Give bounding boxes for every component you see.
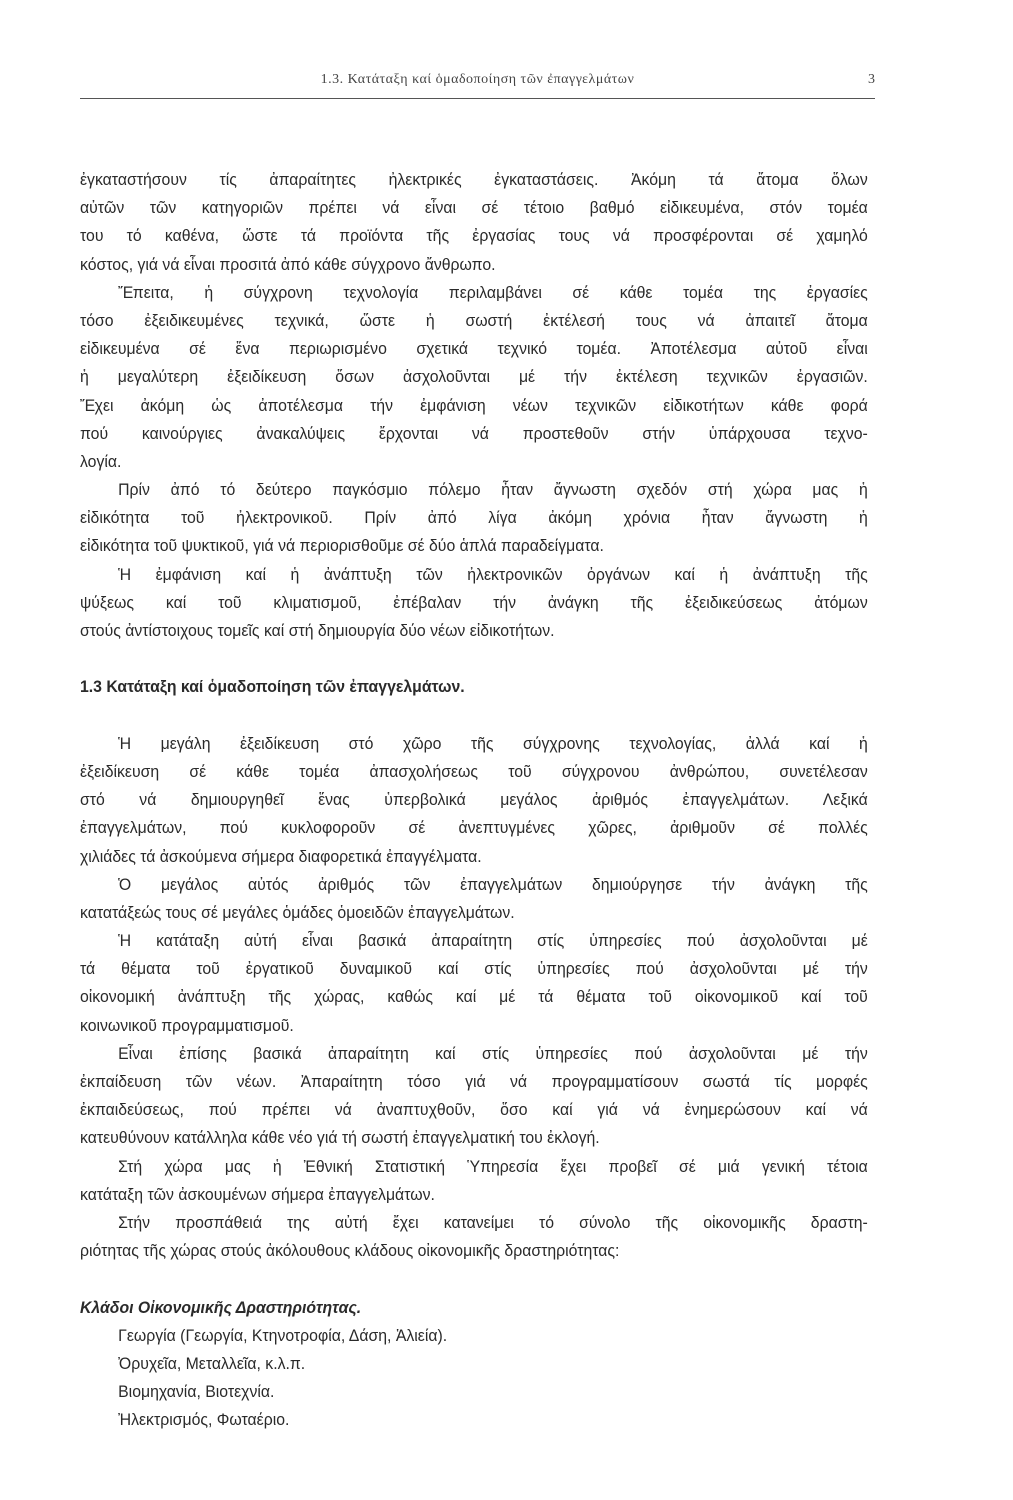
paragraphs-before <box>80 166 868 645</box>
text-line: ἐγκαταστήσουν τίς ἀπαραίτητες ἠλεκτρικές ἐγκαταστάσεις. Ἀκόμη τά ἄτομα ὅλων <box>80 170 868 189</box>
section-heading: 1.3 Κατάταξη καί ὁμαδοποίηση τῶν ἐπαγγελμάτων. <box>80 677 465 697</box>
text-line: στούς ἀντίστοιχους τομεῖς καί στή δημιουργία δύο νέων εἰδικοτήτων. <box>80 621 555 640</box>
running-header <box>80 68 875 96</box>
text-line: του τό καθένα, ὥστε τά προϊόντα τῆς ἐργασίας τους νά προσφέρονται σέ χαμηλό <box>80 226 868 246</box>
text-line: Εἶναι ἐπίσης βασικά ἀπαραίτητη καί στίς ὑπηρεσίες πού ἀσχολοῦνται μέ τήν <box>118 1043 868 1063</box>
paragraph <box>80 730 868 871</box>
text-line: αὐτῶν τῶν κατηγοριῶν πρέπει νά εἶναι σέ τέτοιο βαθμό εἰδικευμένα, στόν τομέα <box>80 198 868 218</box>
branch-item: Ὀρυχεῖα, Μεταλλεῖα, κ.λ.π. <box>118 1353 306 1373</box>
text-line: τά θέματα τοῦ ἐργατικοῦ δυναμικοῦ καί στίς ὑπηρεσίες πού ἀσχολοῦνται μέ τήν <box>80 959 868 979</box>
branch-item: Ἠλεκτρισμός, Φωταέριο. <box>118 1410 290 1430</box>
paragraph <box>80 871 868 927</box>
header-rule <box>80 98 875 99</box>
paragraph <box>80 279 868 476</box>
text-line: πού καινούργιες ἀνακαλύψεις ἔρχονται νά προστεθοῦν στήν ὑπάρχουσα τεχνο- <box>80 423 868 443</box>
text-line: Ἔχει ἀκόμη ὡς ἀποτέλεσμα τήν ἐμφάνιση νέων τεχνικῶν εἰδικοτήτων κάθε φορά <box>80 395 868 415</box>
text-line: Ἡ ἐμφάνιση καί ἡ ἀνάπτυξη τῶν ἠλεκτρονικῶν ὀργάνων καί ἡ ἀνάπτυξη τῆς <box>118 564 868 584</box>
paragraph <box>80 1040 868 1153</box>
text-line: τόσο ἐξειδικευμένες τεχνικά, ὥστε ἡ σωστή ἐκτέλεσή τους νά ἀπαιτεῖ ἄτομα <box>80 310 868 330</box>
paragraph <box>80 476 868 561</box>
paragraphs-after <box>80 730 868 1266</box>
text-line: κοινωνικοῦ προγραμματισμοῦ. <box>80 1015 294 1035</box>
spacer <box>80 702 868 730</box>
text-line: κατάταξη τῶν ἀσκουμένων σήμερα ἐπαγγελμάτων. <box>80 1184 435 1204</box>
text-line: Πρίν ἀπό τό δεύτερο παγκόσμιο πόλεμο ἦταν ἄγνωστη σχεδόν στή χώρα μας ἡ <box>118 480 868 500</box>
branches-list <box>80 1322 868 1435</box>
paragraph <box>80 1209 868 1265</box>
text-line: ἐξειδίκευση σέ κάθε τομέα ἀπασχολήσεως τοῦ σύγχρονου ἀνθρώπου, συνετέλεσαν <box>80 761 868 781</box>
text-line: οἰκονομική ἀνάπτυξη τῆς χώρας, καθώς καί μέ τά θέματα τοῦ οἰκονομικοῦ καί τοῦ <box>80 987 868 1007</box>
text-line: εἰδικευμένα σέ ἕνα περιωρισμένο σχετικά τεχνικό τομέα. Ἀποτέλεσμα αὐτοῦ εἶναι <box>80 339 868 359</box>
branch-item: Βιομηχανία, Βιοτεχνία. <box>118 1382 275 1402</box>
text-line: ἐκπαιδεύσεως, πού πρέπει νά ἀναπτυχθοῦν, ὅσο καί γιά νά ἐνημερώσουν καί νά <box>80 1100 868 1120</box>
text-line: εἰδικότητα τοῦ ψυκτικοῦ, γιά νά περιορισθοῦμε σέ δύο ἁπλά παραδείγματα. <box>80 536 604 556</box>
branches-title: Κλάδοι Οἰκονομικῆς Δραστηριότητας. <box>80 1297 362 1317</box>
text-line: κόστος, γιά νά εἶναι προσιτά ἀπό κάθε σύγχρονο ἄνθρωπο. <box>80 254 496 274</box>
running-header-title: 1.3. Κατάταξη καί ὁμαδοποίηση τῶν ἐπαγγελμάτων <box>320 72 635 87</box>
text-line: Ἡ μεγάλη ἐξειδίκευση στό χῶρο τῆς σύγχρονης τεχνολογίας, ἀλλά καί ἡ <box>118 733 868 753</box>
text-line: ψύξεως καί τοῦ κλιματισμοῦ, ἐπέβαλαν τήν ἀνάγκη τῆς ἐξειδικεύσεως ἀτόμων <box>80 592 868 612</box>
text-line: χιλιάδες τά ἀσκούμενα σήμερα διαφορετικά ἐπαγγέλματα. <box>80 846 482 866</box>
spacer <box>80 645 868 673</box>
spacer <box>80 1265 868 1293</box>
text-line: εἰδικότητα τοῦ ἠλεκτρονικοῦ. Πρίν ἀπό λίγα ἀκόμη χρόνια ἦταν ἄγνωστη ἡ <box>80 508 868 528</box>
text-line: στό νά δημιουργηθεῖ ἕνας ὑπερβολικά μεγάλος ἀριθμός ἐπαγγελμάτων. Λεξικά <box>80 790 868 810</box>
branch-item: Γεωργία (Γεωργία, Κτηνοτροφία, Δάση, Ἁλιεία). <box>118 1325 448 1345</box>
text-line: ἐκπαίδευση τῶν νέων. Ἀπαραίτητη τόσο γιά νά προγραμματίσουν σωστά τίς μορφές <box>80 1072 868 1091</box>
page-number: 3 <box>868 72 875 87</box>
text-line: Ἔπειτα, ἡ σύγχρονη τεχνολογία περιλαμβάνει σέ κάθε τομέα της ἐργασίες <box>118 282 868 302</box>
text-line: Ὁ μεγάλος αὐτός ἀριθμός τῶν ἐπαγγελμάτων δημιούργησε τήν ἀνάγκη τῆς <box>118 874 868 894</box>
paragraph <box>80 1153 868 1209</box>
text-line: κατατάξεώς τους σέ μεγάλες ὁμάδες ὁμοειδῶν ἐπαγγελμάτων. <box>80 902 515 922</box>
text-line: ριότητας τῆς χώρας στούς ἀκόλουθους κλάδους οἰκονομικῆς δραστηριότητας: <box>80 1241 620 1261</box>
text-line: λογία. <box>80 451 122 471</box>
text-line: ἡ μεγαλύτερη ἐξειδίκευση ὅσων ἀσχολοῦνται μέ τήν ἐκτέλεση τεχνικῶν ἐργασιῶν. <box>80 367 868 387</box>
page-body <box>80 166 868 1434</box>
text-line: ἐπαγγελμάτων, πού κυκλοφοροῦν σέ ἀνεπτυγμένες χῶρες, ἀριθμοῦν σέ πολλές <box>80 818 868 838</box>
text-line: Στή χώρα μας ἡ Ἐθνική Στατιστική Ὑπηρεσία ἔχει προβεῖ σέ μιά γενική τέτοια <box>118 1156 868 1176</box>
text-line: Ἡ κατάταξη αὐτή εἶναι βασικά ἀπαραίτητη στίς ὑπηρεσίες πού ἀσχολοῦνται μέ <box>118 931 868 951</box>
paragraph <box>80 927 868 1040</box>
paragraph <box>80 561 868 646</box>
text-line: Στήν προσπάθειά της αὐτή ἔχει κατανείμει τό σύνολο τῆς οἰκονομικῆς δραστη- <box>118 1212 868 1232</box>
text-line: κατευθύνουν κατάλληλα κάθε νέο γιά τή σωστή ἐπαγγελματική του ἐκλογή. <box>80 1128 600 1148</box>
paragraph <box>80 166 868 279</box>
